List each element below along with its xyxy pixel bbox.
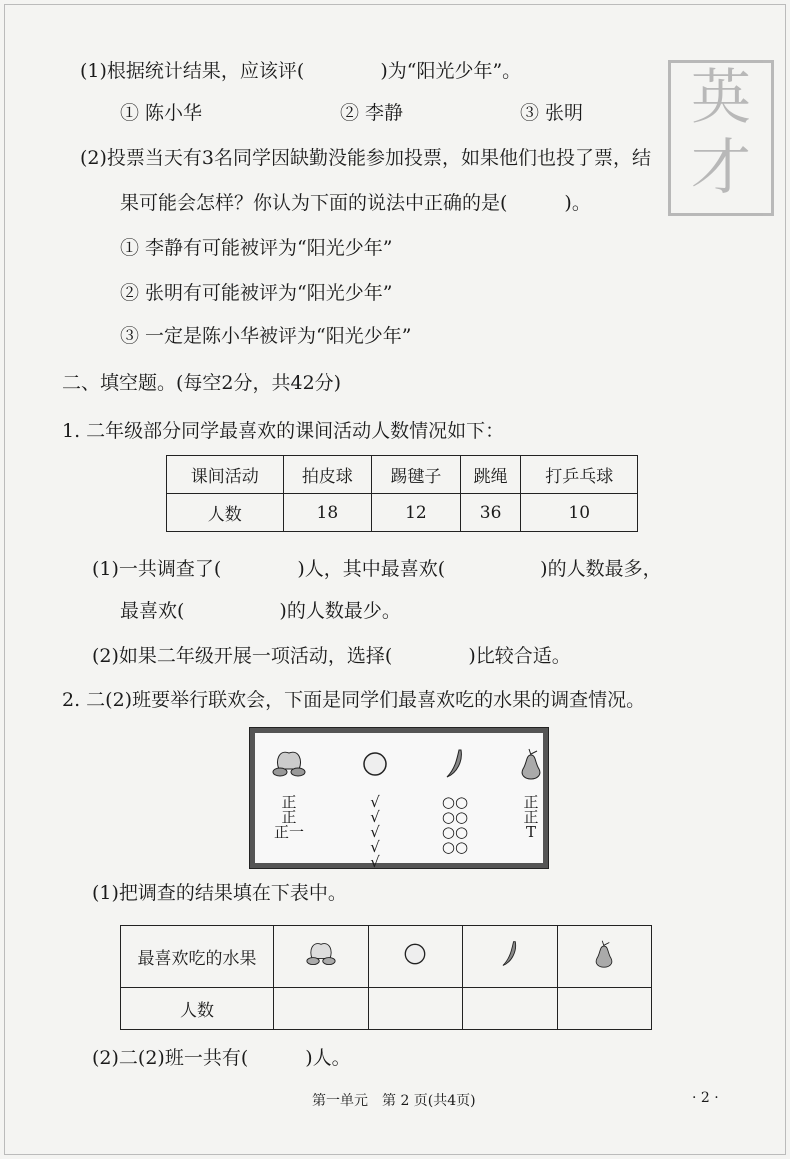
fruit-table [120,925,652,1030]
q2-line2: 果可能会怎样？你认为下面的说法中正确的是( )。 [120,192,591,214]
value-cell: 12 [372,494,461,532]
answer-cell[interactable] [274,988,369,1030]
banana-tally: ○○ ○○ ○○ ○○ [441,793,469,856]
footer-unit-page: 第一单元 第 2 页(共4页) [312,1093,476,1109]
p2-s2: (2)二(2)班一共有( )人。 [92,1047,351,1069]
orange-icon [368,926,463,988]
page-number: · 2 · [692,1090,719,1106]
q2-option-3: ③ 一定是陈小华被评为“阳光少年” [120,325,412,347]
header-cell: 课间活动 [167,456,284,494]
q1-prompt: (1)根据统计结果，应该评( )为“阳光少年”。 [80,60,522,82]
orange-icon [355,747,395,786]
header-cell: 踢毽子 [372,456,461,494]
q1-option-2: ② 李静 [340,102,404,124]
answer-cell[interactable] [368,988,463,1030]
value-cell: 10 [521,494,638,532]
answer-cell[interactable] [463,988,558,1030]
p1-title: 1. 二年级部分同学最喜欢的课间活动人数情况如下： [62,420,505,442]
q2-line1: (2)投票当天有3名同学因缺勤没能参加投票，如果他们也投了票，结 [80,147,652,169]
header-cell: 拍皮球 [283,456,372,494]
banana-icon [435,747,475,786]
orange-tally: √ √ √ √ √ [370,793,380,871]
pear-tally: 正 正 T [523,793,539,841]
value-cell: 18 [283,494,372,532]
p1-s2: (2)如果二年级开展一项活动，选择( )比较合适。 [92,645,571,667]
activity-table [166,455,638,532]
section-heading: 二、填空题。(每空2分，共42分) [62,372,342,394]
stamp-logo: 英 才 [668,60,774,216]
peach-icon [269,747,309,786]
value-cell: 36 [460,494,521,532]
q2-option-1: ① 李静有可能被评为“阳光少年” [120,237,393,259]
q2-option-2: ② 张明有可能被评为“阳光少年” [120,282,393,304]
p2-s1: (1)把调查的结果填在下表中。 [92,882,347,904]
p1-s1-line2: 最喜欢( )的人数最少。 [120,600,401,622]
header-cell: 跳绳 [460,456,521,494]
peach-tally: 正 正 正一 [273,793,304,841]
header-cell: 最喜欢吃的水果 [121,926,274,988]
pear-icon [557,926,652,988]
banana-icon [463,926,558,988]
fruit-tally-box [250,728,548,871]
row-label: 人数 [121,988,274,1030]
p1-s1-line1: (1)一共调查了( )人，其中最喜欢( )的人数最多， [92,558,662,580]
q1-option-3: ③ 张明 [520,102,584,124]
row-label: 人数 [167,494,284,532]
answer-cell[interactable] [557,988,652,1030]
q1-option-1: ① 陈小华 [120,102,203,124]
peach-icon [274,926,369,988]
p2-title: 2. 二(2)班要举行联欢会，下面是同学们最喜欢吃的水果的调查情况。 [62,689,646,711]
header-cell: 打乒乓球 [521,456,638,494]
pear-icon [511,747,551,786]
